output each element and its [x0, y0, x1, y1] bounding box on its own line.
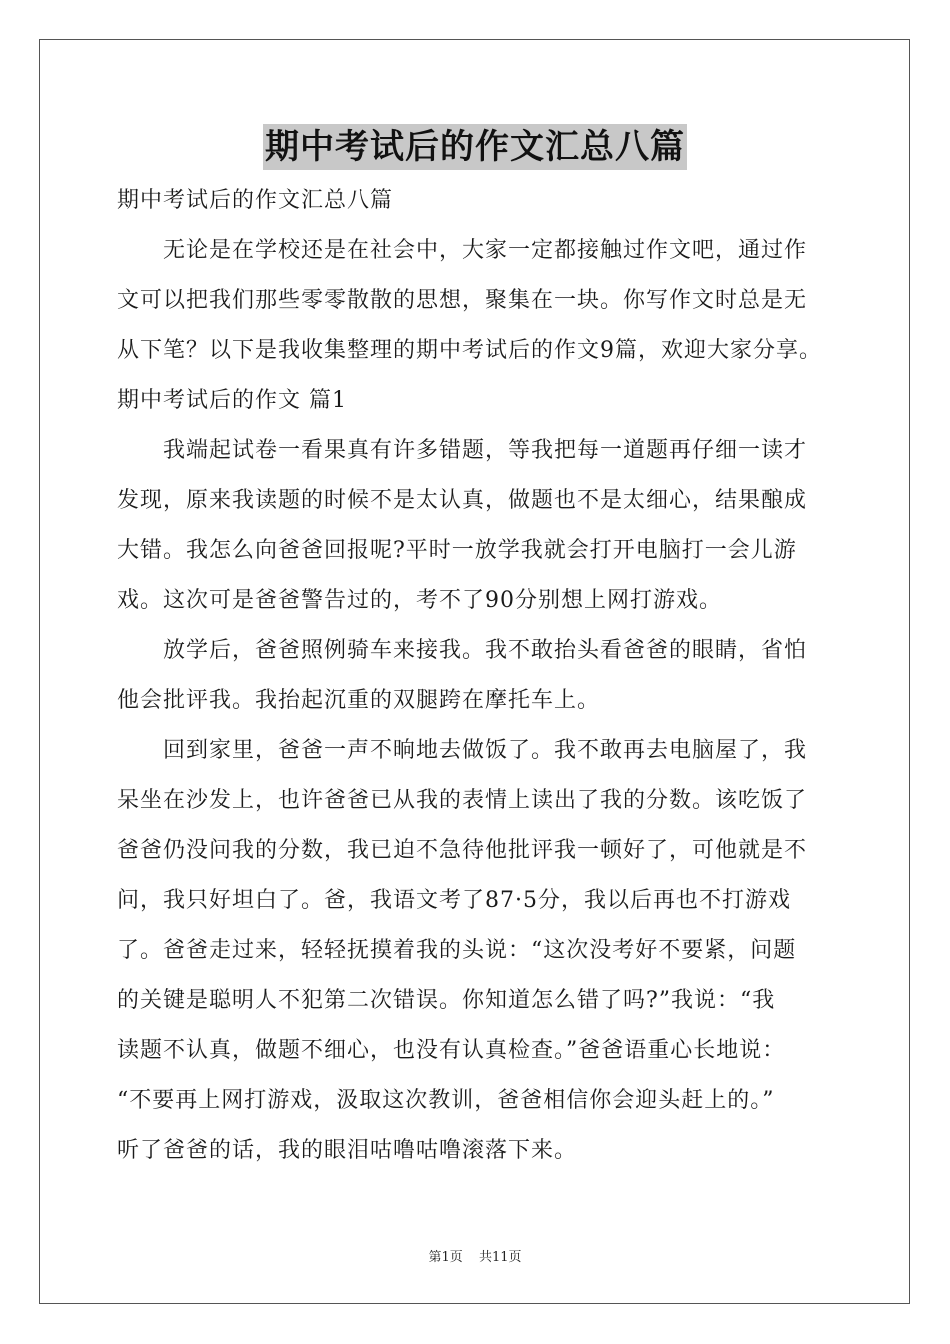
section-heading: 期中考试后的作文 篇1 [117, 388, 347, 413]
body-line: 爸爸仍没问我的分数，我已迫不急待他批评我一顿好了，可他就是不 [117, 838, 808, 863]
body-line: 听了爸爸的话，我的眼泪咕噜咕噜滚落下来。 [117, 1138, 578, 1163]
body-line: 大错。我怎么向爸爸回报呢?平时一放学我就会打开电脑打一会儿游 [117, 538, 797, 563]
body-line: 读题不认真，做题不细心，也没有认真检查。”爸爸语重心长地说： [117, 1038, 786, 1063]
body-line: 放学后，爸爸照例骑车来接我。我不敢抬头看爸爸的眼睛，省怕 [163, 638, 808, 663]
body-line: 我端起试卷一看果真有许多错题，等我把每一道题再仔细一读才 [163, 438, 808, 463]
title-container [0, 124, 950, 170]
body-line: “不要再上网打游戏，汲取这次教训，爸爸相信你会迎头赶上的。” [117, 1088, 775, 1113]
body-line: 文可以把我们那些零零散散的思想，聚集在一块。你写作文时总是无 [117, 288, 808, 313]
body-line: 回到家里，爸爸一声不晌地去做饭了。我不敢再去电脑屋了，我 [163, 738, 808, 763]
body-line: 从下笔？以下是我收集整理的期中考试后的作文9篇，欢迎大家分享。 [117, 338, 822, 363]
page-footer [0, 1246, 950, 1265]
body-line: 他会批评我。我抬起沉重的双腿跨在摩托车上。 [117, 688, 601, 713]
body-line: 了。爸爸走过来，轻轻抚摸着我的头说：“这次没考好不要紧，问题 [117, 938, 797, 963]
page-total: 共11页 [478, 1250, 522, 1265]
document-title: 期中考试后的作文汇总八篇 [263, 124, 687, 170]
body-line: 戏。这次可是爸爸警告过的，考不了90分别想上网打游戏。 [117, 588, 722, 613]
body-line: 问，我只好坦白了。爸，我语文考了87·5分，我以后再也不打游戏 [117, 888, 791, 913]
body-line: 的关键是聪明人不犯第二次错误。你知道怎么错了吗?”我说：“我 [117, 988, 776, 1013]
body-line: 发现，原来我读题的时候不是太认真，做题也不是太细心，结果酿成 [117, 488, 808, 513]
body-line: 期中考试后的作文汇总八篇 [117, 188, 394, 213]
body-line: 无论是在学校还是在社会中，大家一定都接触过作文吧，通过作 [163, 238, 808, 263]
body-line: 呆坐在沙发上，也许爸爸已从我的表情上读出了我的分数。该吃饭了 [117, 788, 808, 813]
page-number: 第1页 [428, 1250, 463, 1265]
document-body [117, 176, 835, 1176]
